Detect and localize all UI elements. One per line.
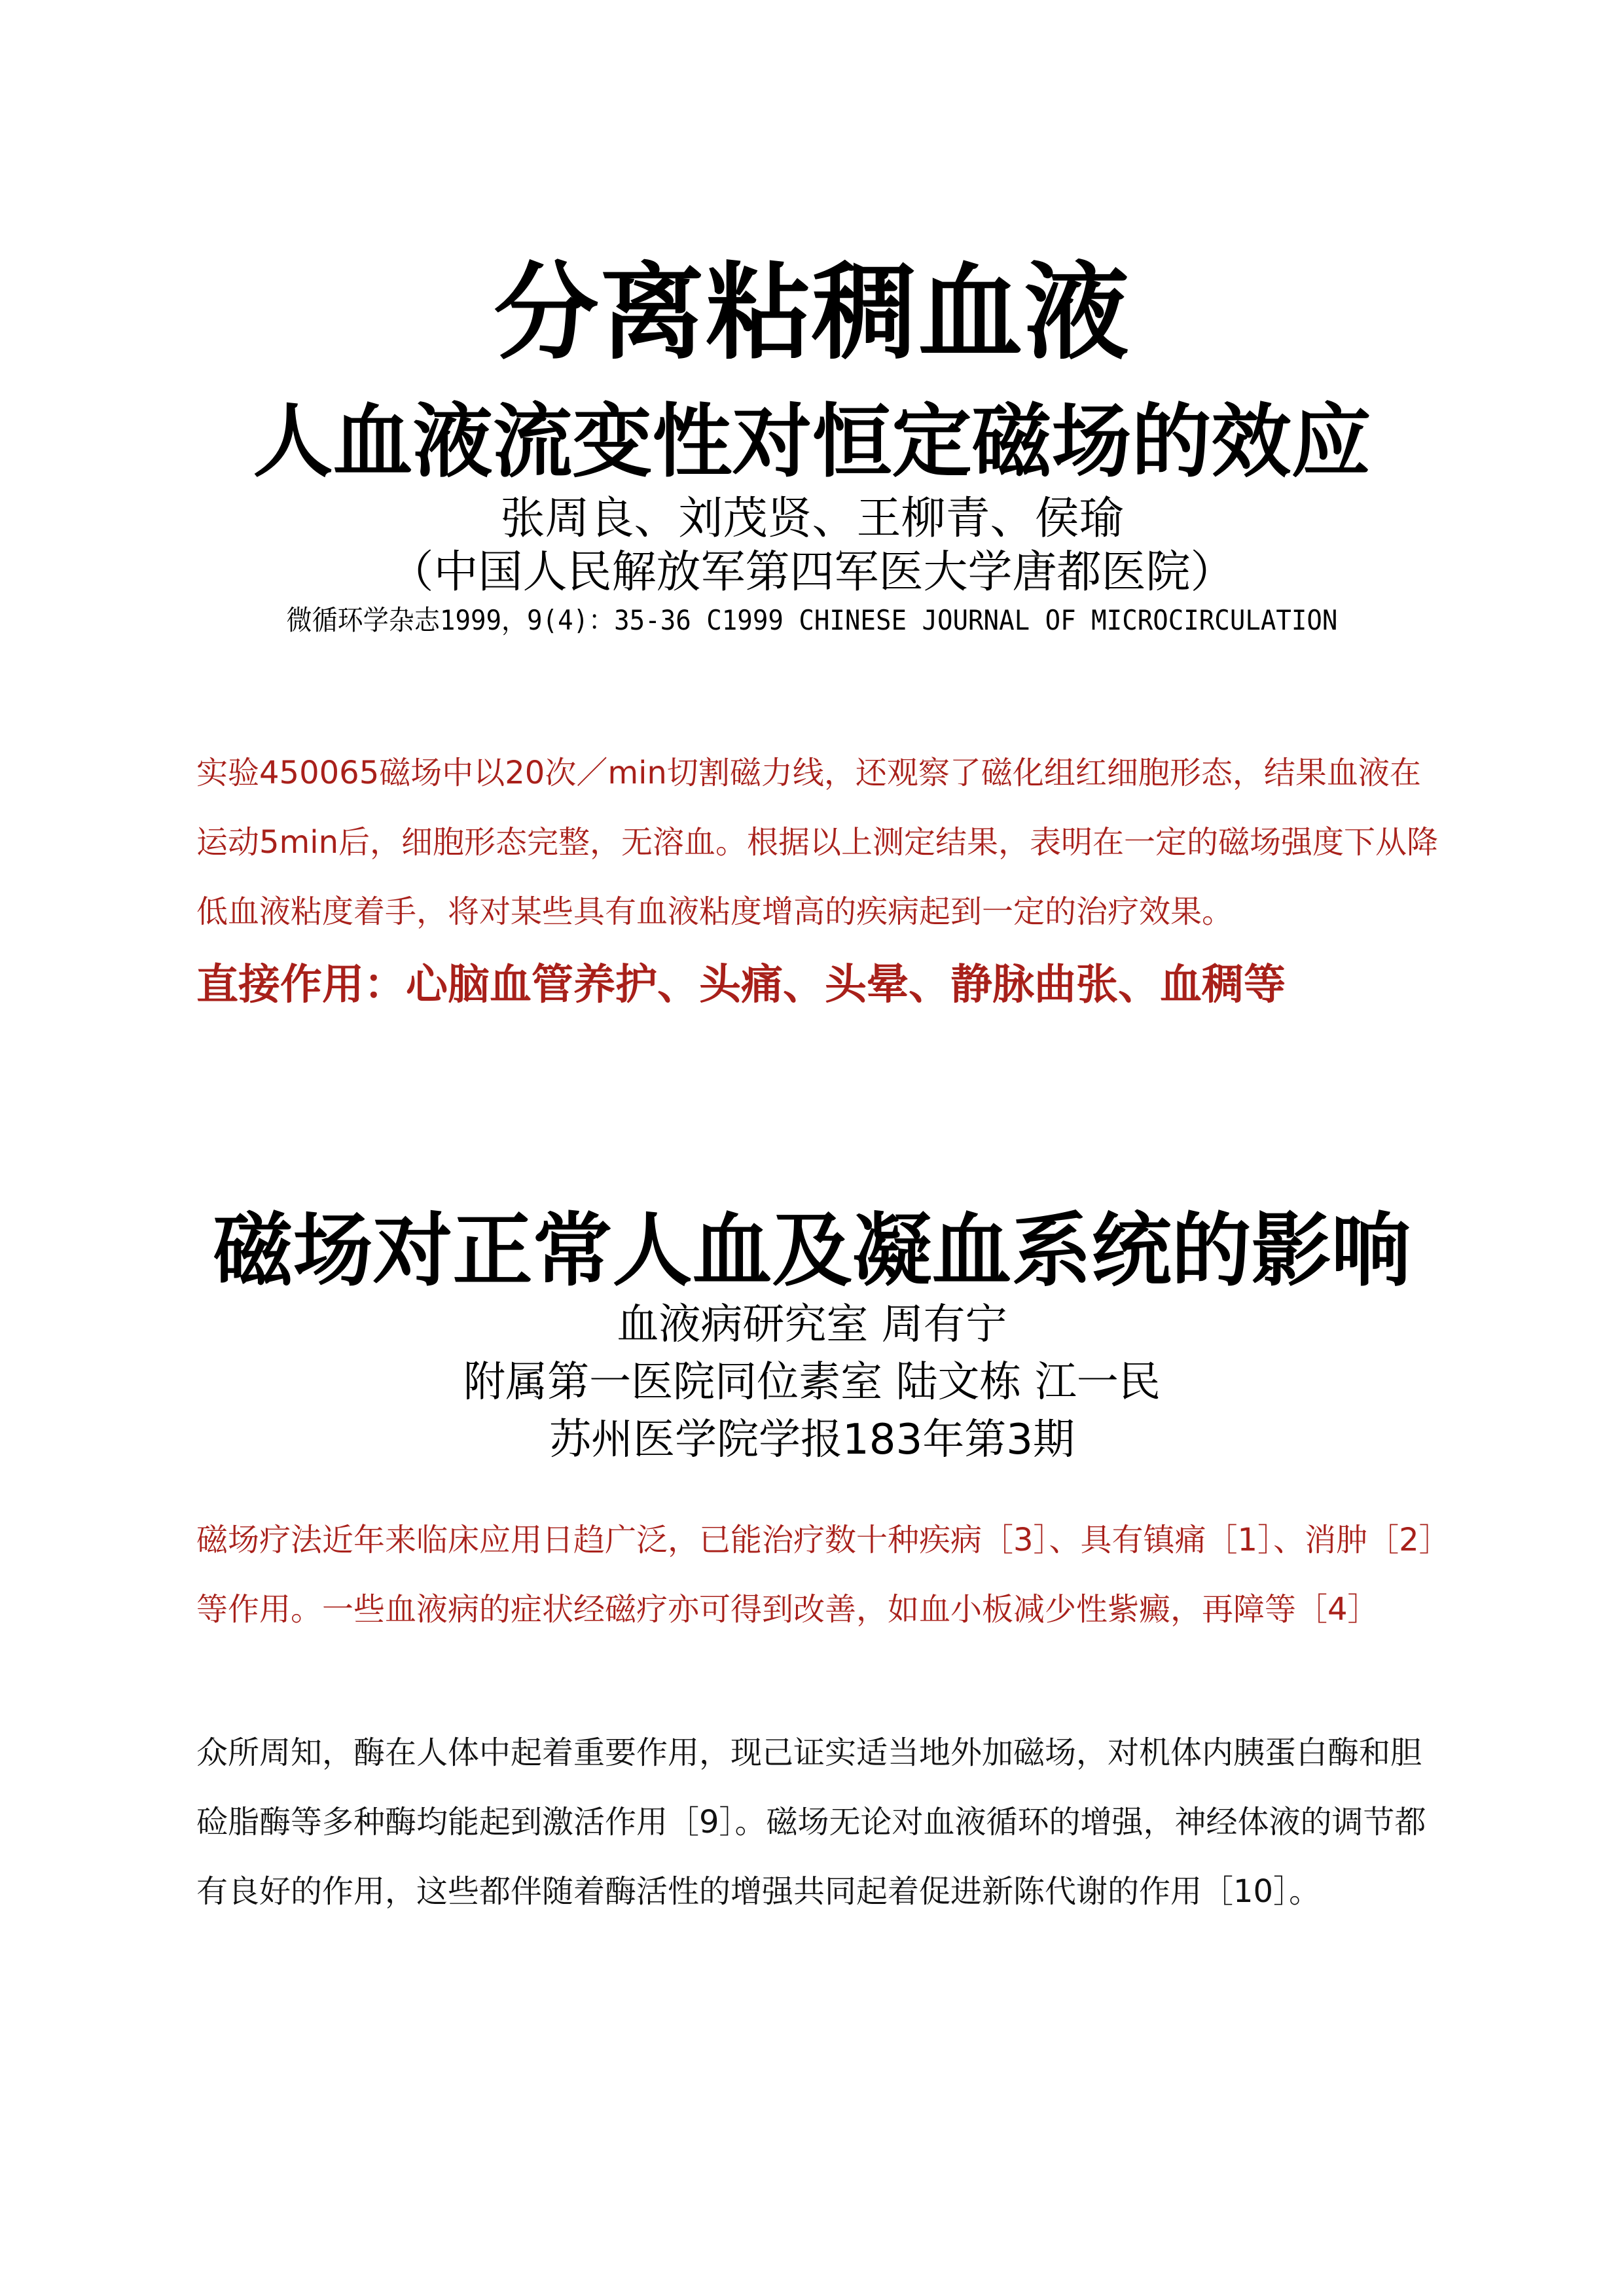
article2-info-line3: 苏州医学院学报183年第3期 [549, 1416, 1075, 1464]
article1-title: 分离粘稠血液 [494, 251, 1130, 374]
article1-paragraph: 实验450065磁场中以20次／min切割磁力线，还观察了磁化组红细胞形态，结果血液在运动5min后，细胞形态完整，无溶血。根据以上测定结果，表明在一定的磁场强度下从降低血液粘度着手，将对某些具有血液粘度增高的疾病起到一定的治疗效果。 [196, 755, 1439, 930]
article2-paragraph2: 众所周知，酶在人体中起着重要作用，现己证实适当地外加磁场，对机体内胰蛋白酶和胆硷脂酶等多种酶均能起到激活作用［9］。磁场无论对血液循环的增强，神经体液的调节都有良好的作用，这些都伴随着酶活性的增强共同起着促进新陈代谢的作用［10］。 [196, 1734, 1426, 1910]
article1-affiliation: （中国人民解放军第四军医大学唐都医院） [389, 547, 1235, 598]
article2-info-line2: 附属第一医院同位素室 陆文栋 江一民 [463, 1358, 1161, 1407]
article1-journal-citation: 微循环学杂志1999，9(4)：35-36 C1999 CHINESE JOURNAL OF MICROCIRCULATION [286, 604, 1338, 636]
article1-highlight: 直接作用：心脑血管养护、头痛、头晕、静脉曲张、血稠等 [196, 961, 1286, 1009]
article1-authors: 张周良、刘茂贤、王柳青、侯瑜 [500, 493, 1124, 545]
article2-title: 磁场对正常人血及凝血系统的影响 [213, 1204, 1411, 1297]
article2-paragraph1: 磁场疗法近年来临床应用日趋广泛，已能治疗数十种疾病［3］、具有镇痛［1］、消肿［2］等作用。一些血液病的症状经磁疗亦可得到改善，如血小板减少性紫癜，再障等［4］ [196, 1522, 1435, 1628]
article1-subtitle: 人血液流变性对恒定磁场的效应 [253, 395, 1371, 488]
article2-info-line1: 血液病研究室 周有宁 [617, 1300, 1007, 1349]
